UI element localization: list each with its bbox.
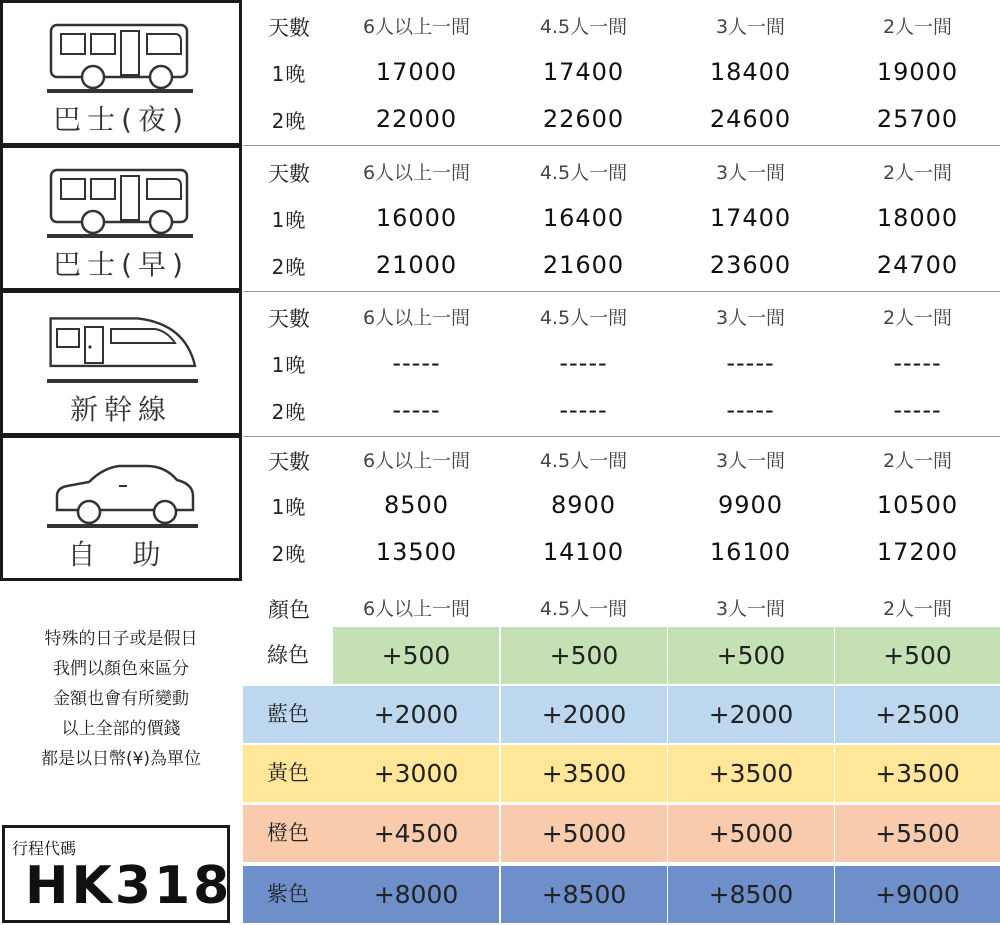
column-header: 6人以上一間 bbox=[362, 307, 471, 329]
column-header: 3人一間 bbox=[715, 450, 786, 472]
surcharge-cell: +2000 bbox=[668, 686, 834, 743]
note-line: 以上全部的價錢 bbox=[61, 719, 181, 739]
price-cell: 24600 bbox=[709, 105, 792, 133]
price-block-self-drive bbox=[243, 436, 1000, 582]
column-header: 3人一間 bbox=[715, 16, 786, 38]
color-name: 綠色 bbox=[267, 643, 309, 667]
price-cell: 24700 bbox=[876, 251, 959, 279]
surcharge-cell: +2500 bbox=[835, 686, 1000, 743]
surcharge-cell: +5500 bbox=[835, 805, 1000, 862]
price-cell: 16000 bbox=[375, 204, 458, 232]
surcharge-cell: +8500 bbox=[668, 866, 834, 923]
price-row bbox=[243, 491, 1000, 538]
bullet-train-icon bbox=[43, 307, 203, 385]
price-row bbox=[243, 349, 1000, 396]
column-header: 4.5人一間 bbox=[539, 16, 628, 38]
days-header: 天數 bbox=[268, 307, 310, 331]
column-header: 6人以上一間 bbox=[362, 16, 471, 38]
surcharge-row-yellow bbox=[243, 745, 1000, 803]
price-cell: 17400 bbox=[709, 204, 792, 232]
price-header-row bbox=[243, 303, 1000, 350]
price-cell: 22600 bbox=[542, 105, 625, 133]
price-cell: 9900 bbox=[717, 491, 784, 519]
note-line: 我們以顏色來區分 bbox=[53, 659, 189, 679]
price-cell: 21000 bbox=[375, 251, 458, 279]
transport-box-shinkansen bbox=[0, 290, 242, 436]
days-header: 天數 bbox=[268, 16, 310, 40]
column-header: 2人一間 bbox=[882, 307, 953, 329]
column-header: 6人以上一間 bbox=[362, 598, 471, 620]
column-header: 2人一間 bbox=[882, 450, 953, 472]
price-cell: 17400 bbox=[542, 58, 625, 86]
nights-label: 1晚 bbox=[271, 353, 307, 377]
price-cell: ----- bbox=[726, 349, 775, 377]
price-cell: ----- bbox=[559, 396, 608, 424]
bus-icon bbox=[43, 17, 203, 95]
color-name: 橙色 bbox=[243, 805, 333, 862]
price-cell: 10500 bbox=[876, 491, 959, 519]
color-name: 紫色 bbox=[243, 866, 333, 923]
column-header: 6人以上一間 bbox=[362, 162, 471, 184]
nights-label: 2晚 bbox=[271, 109, 307, 133]
surcharge-cell: +5000 bbox=[501, 805, 667, 862]
price-row bbox=[243, 204, 1000, 251]
nights-label: 1晚 bbox=[271, 495, 307, 519]
color-name: 藍色 bbox=[243, 686, 333, 743]
price-cell: ----- bbox=[392, 396, 441, 424]
column-header: 6人以上一間 bbox=[362, 450, 471, 472]
surcharge-cell: +3500 bbox=[835, 745, 1000, 802]
transport-box-bus-night bbox=[0, 0, 242, 146]
column-header: 2人一間 bbox=[882, 16, 953, 38]
surcharge-cell: +9000 bbox=[835, 866, 1000, 923]
column-header: 2人一間 bbox=[882, 598, 953, 620]
price-cell: 23600 bbox=[709, 251, 792, 279]
price-row bbox=[243, 58, 1000, 105]
bus-icon bbox=[43, 162, 203, 240]
surcharge-cell: +4500 bbox=[333, 805, 499, 862]
color-name: 黃色 bbox=[243, 745, 333, 802]
nights-label: 2晚 bbox=[271, 542, 307, 566]
column-header: 3人一間 bbox=[715, 307, 786, 329]
column-header: 4.5人一間 bbox=[539, 162, 628, 184]
surcharge-cell: +8500 bbox=[501, 866, 667, 923]
surcharge-cell: +500 bbox=[333, 627, 499, 684]
surcharge-cell: +2000 bbox=[501, 686, 667, 743]
price-header-row bbox=[243, 446, 1000, 493]
note-line: 特殊的日子或是假日 bbox=[44, 629, 198, 649]
surcharge-cell: +2000 bbox=[333, 686, 499, 743]
price-cell: 16400 bbox=[542, 204, 625, 232]
price-block-bus-night bbox=[243, 0, 1000, 146]
price-cell: 25700 bbox=[876, 105, 959, 133]
column-header: 4.5人一間 bbox=[539, 307, 628, 329]
surcharge-cell: +500 bbox=[835, 627, 1000, 684]
transport-label: 巴士(夜) bbox=[53, 103, 189, 136]
pricing-note bbox=[0, 624, 242, 774]
column-header: 2人一間 bbox=[882, 162, 953, 184]
surcharge-cell: +5000 bbox=[668, 805, 834, 862]
price-cell: 16100 bbox=[709, 538, 792, 566]
surcharge-cell: +3000 bbox=[333, 745, 499, 802]
price-row bbox=[243, 538, 1000, 585]
price-cell: ----- bbox=[392, 349, 441, 377]
price-header-row bbox=[243, 12, 1000, 59]
transport-label: 巴士(早) bbox=[53, 248, 189, 281]
price-cell: 18000 bbox=[876, 204, 959, 232]
price-cell: ----- bbox=[893, 396, 942, 424]
days-header: 天數 bbox=[268, 450, 310, 474]
surcharge-row-orange bbox=[243, 805, 1000, 863]
surcharge-cell: +3500 bbox=[501, 745, 667, 802]
price-cell: 18400 bbox=[709, 58, 792, 86]
price-cell: 21600 bbox=[542, 251, 625, 279]
price-cell: 8500 bbox=[383, 491, 450, 519]
price-row bbox=[243, 105, 1000, 152]
price-cell: ----- bbox=[559, 349, 608, 377]
price-block-shinkansen bbox=[243, 291, 1000, 437]
surcharge-cell: +3500 bbox=[668, 745, 834, 802]
price-cell: 8900 bbox=[550, 491, 617, 519]
column-header: 4.5人一間 bbox=[539, 450, 628, 472]
column-header: 3人一間 bbox=[715, 598, 786, 620]
transport-label: 新幹線 bbox=[69, 393, 172, 426]
price-cell: ----- bbox=[893, 349, 942, 377]
price-cell: 17000 bbox=[375, 58, 458, 86]
price-cell: 14100 bbox=[542, 538, 625, 566]
nights-label: 1晚 bbox=[271, 62, 307, 86]
days-header: 天數 bbox=[268, 162, 310, 186]
surcharge-row-blue bbox=[243, 686, 1000, 744]
transport-box-bus-morning bbox=[0, 145, 242, 291]
tour-code-box bbox=[2, 825, 233, 923]
price-header-row bbox=[243, 158, 1000, 205]
surcharge-row-purple bbox=[243, 866, 1000, 924]
column-header: 3人一間 bbox=[715, 162, 786, 184]
surcharge-cell: +500 bbox=[501, 627, 667, 684]
column-header: 4.5人一間 bbox=[539, 598, 628, 620]
surcharge-cell: +8000 bbox=[333, 866, 499, 923]
surcharge-cell: +500 bbox=[668, 627, 834, 684]
car-icon bbox=[43, 452, 203, 530]
note-line: 金額也會有所變動 bbox=[53, 689, 189, 709]
tour-code-value: HK318 bbox=[25, 856, 233, 916]
nights-label: 2晚 bbox=[271, 255, 307, 279]
price-cell: ----- bbox=[726, 396, 775, 424]
transport-box-self-drive bbox=[0, 435, 242, 581]
surcharge-row-green bbox=[243, 627, 1000, 685]
color-header: 顏色 bbox=[268, 598, 310, 622]
note-line: 都是以日幣(¥)為單位 bbox=[40, 749, 202, 769]
nights-label: 1晚 bbox=[271, 208, 307, 232]
price-block-bus-morning bbox=[243, 146, 1000, 292]
price-cell: 17200 bbox=[876, 538, 959, 566]
tour-code-label: 行程代碼 bbox=[12, 839, 77, 858]
nights-label: 2晚 bbox=[271, 400, 307, 424]
price-cell: 19000 bbox=[876, 58, 959, 86]
price-cell: 13500 bbox=[375, 538, 458, 566]
price-cell: 22000 bbox=[375, 105, 458, 133]
transport-label: 自 助 bbox=[67, 538, 175, 571]
